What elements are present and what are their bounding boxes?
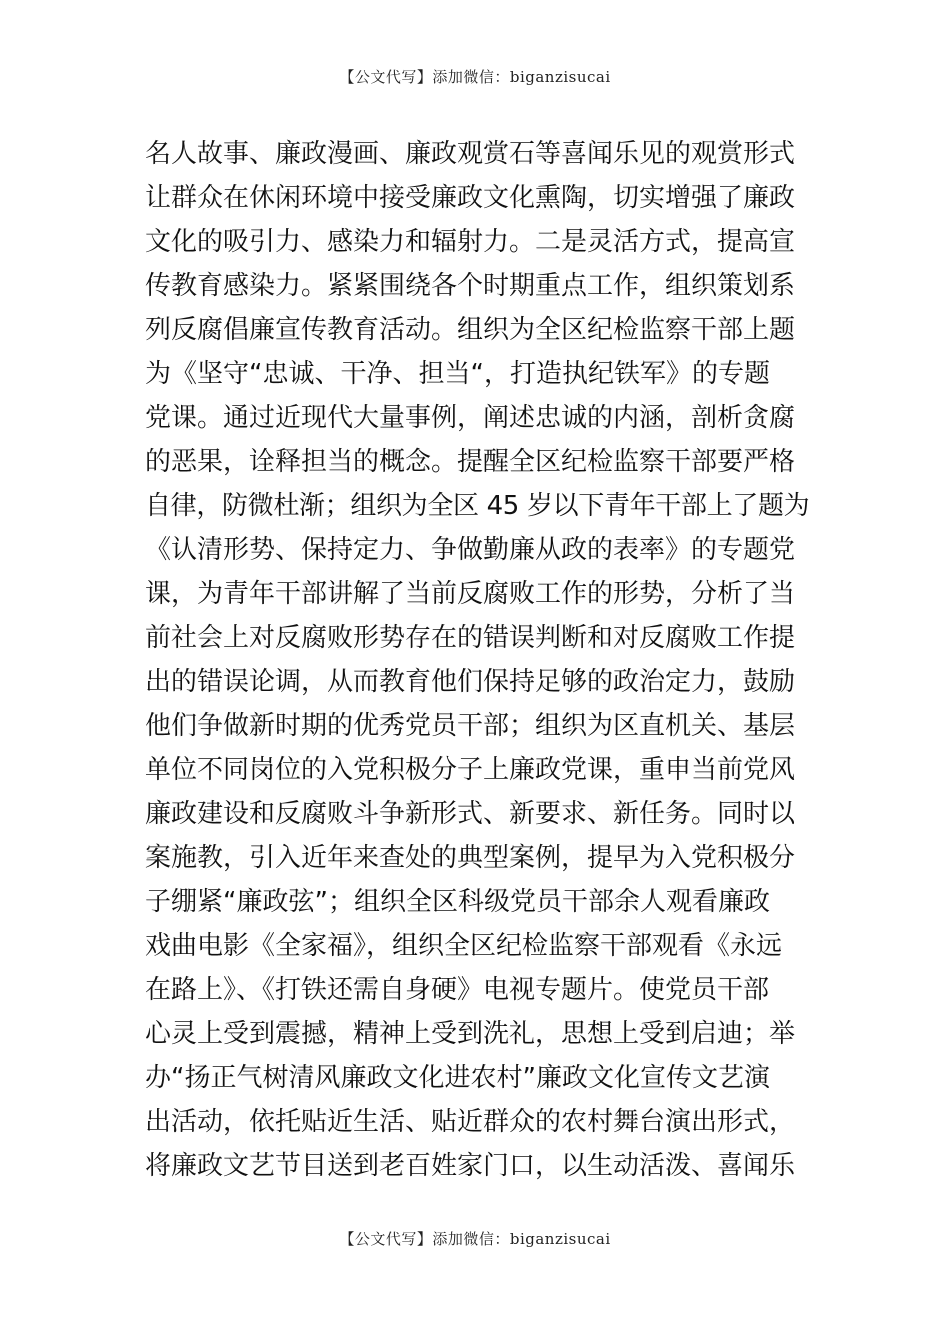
- text-line: 让群众在休闲环境中接受廉政文化熏陶，切实增强了廉政: [145, 183, 796, 213]
- text-line: 自律，防微杜渐；组织为全区 45 岁以下青年干部上了题为: [145, 491, 810, 521]
- text-line: 前社会上对反腐败形势存在的错误判断和对反腐败工作提: [145, 623, 796, 653]
- body-text: [145, 132, 810, 1188]
- page-footer: 【公文代写】添加微信：biganzisucai: [339, 1230, 611, 1248]
- text-line: 子绷紧“廉政弦”；组织全区科级党员干部余人观看廉政: [145, 887, 770, 917]
- text-line: 在路上》、《打铁还需自身硬》电视专题片。使党员干部: [145, 975, 770, 1005]
- text-line: 的恶果，诠释担当的概念。提醒全区纪检监察干部要严格: [145, 447, 796, 477]
- text-line: 他们争做新时期的优秀党员干部；组织为区直机关、基层: [145, 711, 796, 741]
- text-line: 戏曲电影《全家福》，组织全区纪检监察干部观看《永远: [145, 931, 783, 961]
- text-line: 心灵上受到震撼，精神上受到洗礼，思想上受到启迪；举: [145, 1019, 796, 1049]
- text-line: 出的错误论调，从而教育他们保持足够的政治定力，鼓励: [145, 667, 796, 697]
- text-line: 课，为青年干部讲解了当前反腐败工作的形势，分析了当: [145, 579, 796, 609]
- text-line: 单位不同岗位的入党积极分子上廉政党课，重申当前党风: [145, 755, 796, 785]
- text-line: 办“扬正气树清风廉政文化进农村”廉政文化宣传文艺演: [145, 1063, 770, 1093]
- text-line: 为《坚守“忠诚、干净、担当“，打造执纪铁军》的专题: [145, 359, 770, 389]
- text-line: 案施教，引入近年来查处的典型案例，提早为入党积极分: [145, 843, 796, 873]
- page-header: 【公文代写】添加微信：biganzisucai: [339, 68, 611, 86]
- text-line: 廉政建设和反腐败斗争新形式、新要求、新任务。同时以: [145, 799, 796, 829]
- text-line: 列反腐倡廉宣传教育活动。组织为全区纪检监察干部上题: [145, 315, 796, 345]
- text-line: 文化的吸引力、感染力和辐射力。二是灵活方式，提高宣: [145, 227, 796, 257]
- text-line: 名人故事、廉政漫画、廉政观赏石等喜闻乐见的观赏形式: [145, 139, 796, 169]
- text-line: 传教育感染力。紧紧围绕各个时期重点工作，组织策划系: [145, 271, 796, 301]
- text-line: 出活动，依托贴近生活、贴近群众的农村舞台演出形式，: [145, 1107, 796, 1137]
- text-line: 党课。通过近现代大量事例，阐述忠诚的内涵，剖析贪腐: [145, 403, 796, 433]
- text-line: 将廉政文艺节目送到老百姓家门口，以生动活泼、喜闻乐: [145, 1151, 796, 1181]
- text-line: 《认清形势、保持定力、争做勤廉从政的表率》的专题党: [145, 535, 796, 565]
